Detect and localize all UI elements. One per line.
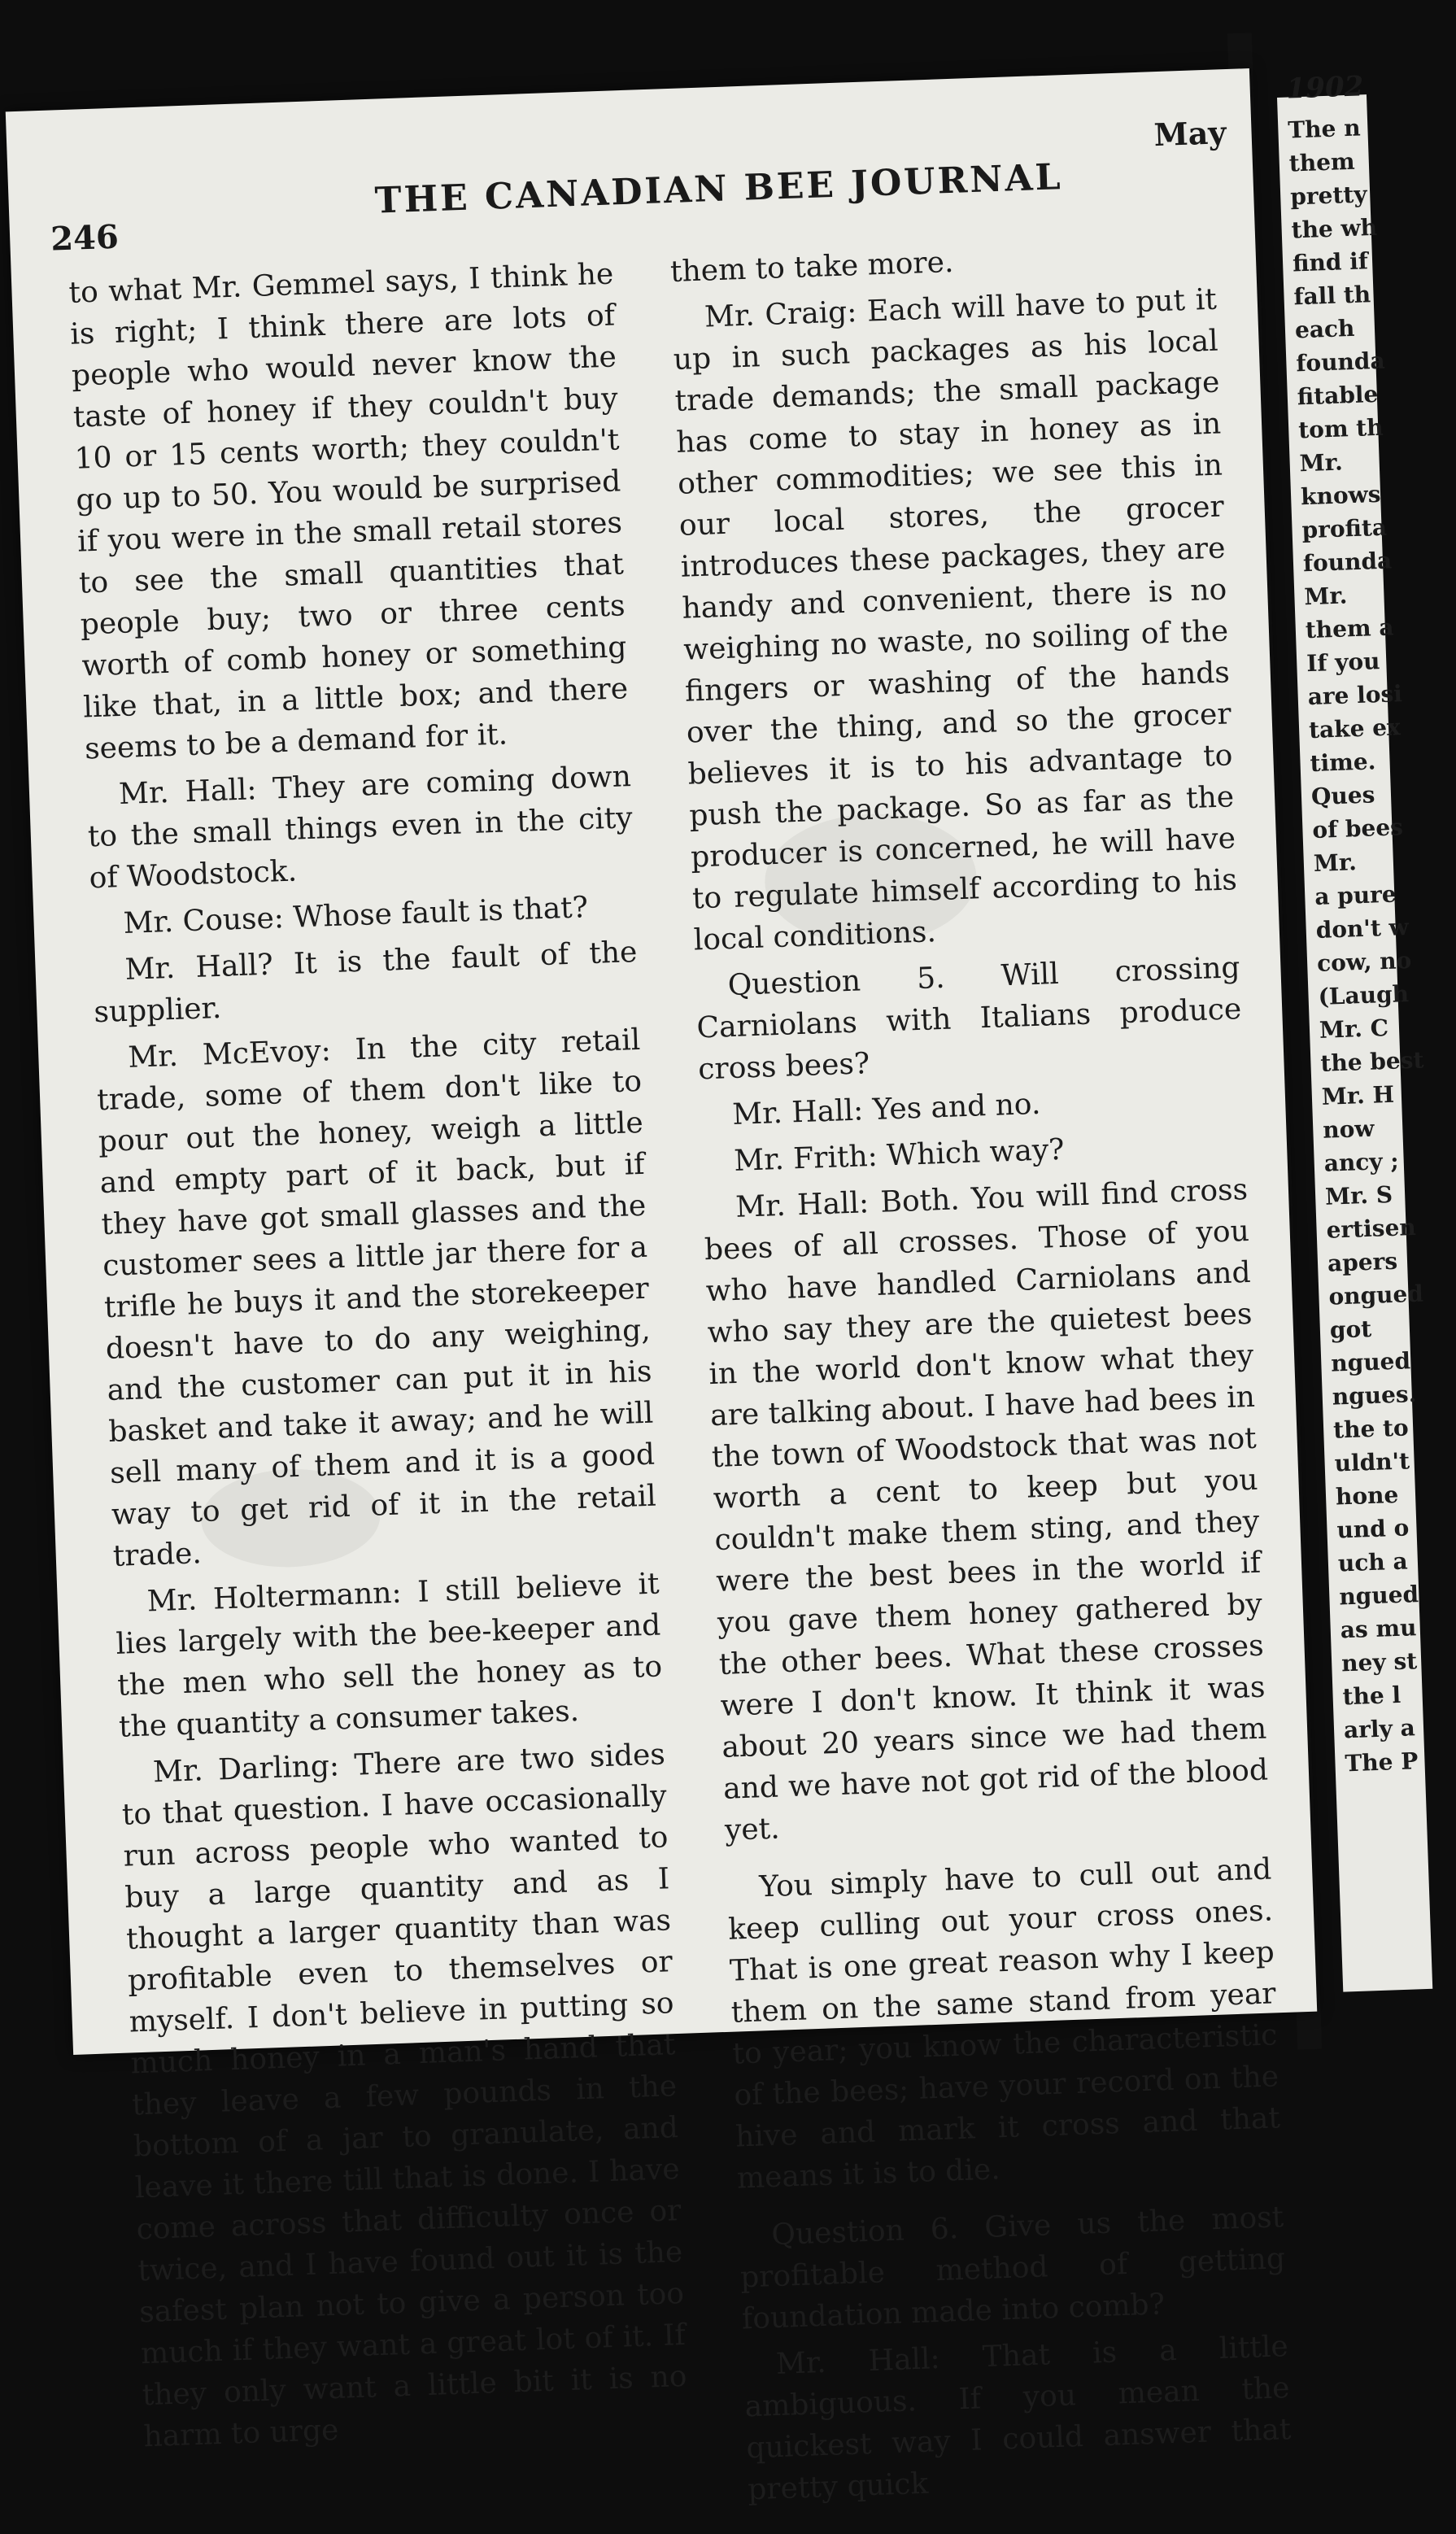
paragraph: Mr. Hall: That is a little ambiguous. If you mean the quickest way I could answer that pretty quick xyxy=(744,2330,1292,2507)
adjacent-page-line: take ex xyxy=(1308,713,1402,744)
paragraph: Mr. Hall: They are coming down to the small things even in the city of Woodstock. xyxy=(87,760,634,896)
journal-page xyxy=(6,68,1317,2507)
paragraph: You simply have to cull out and keep culling out your cross ones. That is one great reason why I keep them on the same stand from year to year; you know the characteristic of the bees; have your record on the hive and mark it cross and that means it is to die. xyxy=(727,1852,1281,2196)
adjacent-page-line: uch a xyxy=(1337,1547,1409,1577)
adjacent-page-line: (Laugh xyxy=(1318,980,1410,1010)
adjacent-page-line: now xyxy=(1322,1114,1375,1144)
adjacent-page-line: of bees xyxy=(1311,813,1404,844)
adjacent-page-line: each xyxy=(1294,314,1355,344)
article-body xyxy=(68,233,1292,2507)
paragraph: to what Mr. Gemmel says, I think he is right; I think there are lots of people who would never know the taste of honey if they couldn't buy 10 or 15 cents worth; they couldn't go up to 50. You would be surprised if you were in the small retail stores to see the small quantities that people buy; two or three cents worth of comb honey or something like that, in a little box; and there seems to be a demand for it. xyxy=(68,257,629,766)
adjacent-page-line: find if xyxy=(1292,247,1369,277)
adjacent-page-line: fitable xyxy=(1297,380,1379,411)
paragraph: Mr. Frith: Which way? xyxy=(733,1132,1066,1178)
adjacent-page-line: are losi xyxy=(1307,680,1403,711)
paragraph: Question 5. Will crossing Carniolans with Italians produce cross bees? xyxy=(695,951,1242,1087)
adjacent-page-line: don't w xyxy=(1315,913,1410,944)
adjacent-page-line: Mr. S xyxy=(1324,1180,1393,1210)
adjacent-page-line: a pure xyxy=(1314,880,1397,910)
adjacent-page-line: Mr. xyxy=(1299,448,1344,478)
adjacent-page-line: the l xyxy=(1342,1681,1402,1711)
right-column xyxy=(669,233,1292,2507)
paragraph: them to take more. xyxy=(669,245,955,290)
adjacent-page-line: the wh xyxy=(1291,213,1378,244)
paragraph: Mr. McEvoy: In the city retail trade, some of them don't like to pour out the honey, weigh a little and empty part of it back, but if they have got small glasses and the customer sees a little jar there for a trifle he buys it and the storekeeper doesn't have to do any weighing, and the customer can put it in his basket and take it away; and he will sell many of them and it is a good way to get rid of it in the retail trade. xyxy=(96,1023,657,1573)
issue-month: May xyxy=(1153,114,1227,154)
page-number: 246 xyxy=(50,217,120,259)
paragraph: Mr. Hall? It is the fault of the supplier. xyxy=(93,935,639,1030)
adjacent-page-line: the best xyxy=(1319,1046,1424,1077)
adjacent-page-line: ongued xyxy=(1327,1280,1424,1311)
adjacent-page-line: The P xyxy=(1344,1747,1419,1777)
adjacent-page-line: ngued xyxy=(1338,1581,1419,1611)
adjacent-page-year: 1902 xyxy=(1285,70,1364,106)
adjacent-page-line: knows xyxy=(1300,480,1381,511)
adjacent-page-line: Mr. xyxy=(1303,582,1348,611)
adjacent-page-line: the to xyxy=(1332,1414,1410,1444)
adjacent-page-line: them a xyxy=(1305,613,1395,644)
adjacent-page-line: founda xyxy=(1302,547,1393,578)
paragraph: Mr. Craig: Each will have to put it up in such packages as his local trade demands; the small package has come to stay in honey as in other commodities; we see this in our local stores, the grocer introduces these packages, they are handy and convenient, there is no weighing no waste, no soiling of the fingers or washing of the hands over the thing, and so the grocer believes it is to his advantage to push the package. So as far as the producer is concerned, he will have to regulate himself according to his local conditions. xyxy=(673,282,1238,957)
adjacent-page-line: arly a xyxy=(1343,1714,1416,1744)
adjacent-page-line: founda xyxy=(1295,347,1386,377)
paragraph: Mr. Holtermann: I still believe it lies largely with the bee-keeper and the men who sell the honey as to the quantity a consumer takes. xyxy=(115,1567,663,1744)
adjacent-page-line: ancy ; xyxy=(1323,1147,1400,1177)
adjacent-page-line: ertisen xyxy=(1326,1213,1417,1244)
paragraph: Mr. Darling: There are two sides to that question. I have occasionally run across people who wanted to buy a large quantity and as I thought a larger quantity than was profitable even to themselves or myself. I don't believe in putting so much honey in a man's hand that they leave a few pounds in the bottom of a jar to granulate, and leave it there till that is done. I have come across that difficulty once or twice, and I have found out it is the safest plan not to give a person too much if they want a great lot of it. If they only want a little bit it is no harm to urge xyxy=(121,1738,688,2454)
adjacent-page-line: If you xyxy=(1306,648,1381,678)
paragraph: Mr. Couse: Whose fault is that? xyxy=(122,891,589,940)
adjacent-page-line: apers xyxy=(1327,1247,1398,1277)
adjacent-page-line: Ques xyxy=(1310,781,1375,811)
adjacent-page-line: hone xyxy=(1335,1481,1399,1511)
adjacent-page-line: got xyxy=(1329,1315,1372,1344)
adjacent-page-text xyxy=(1288,111,1427,1780)
paragraph: Question 6. Give us the most profitable method of getting foundation made into comb? xyxy=(739,2200,1286,2336)
adjacent-page-line: profita xyxy=(1301,513,1388,544)
adjacent-page-line: Mr. C xyxy=(1319,1014,1389,1044)
adjacent-page-line: Mr. H xyxy=(1321,1080,1395,1110)
journal-title: THE CANADIAN BEE JOURNAL xyxy=(373,156,1064,222)
adjacent-page-line: them xyxy=(1288,147,1356,177)
adjacent-page-line: tom th xyxy=(1297,413,1384,444)
adjacent-page-line: cow, no xyxy=(1316,946,1412,977)
adjacent-page-line: fall th xyxy=(1293,281,1371,311)
adjacent-page-line: ngues. xyxy=(1332,1380,1417,1411)
page-header xyxy=(6,68,1253,259)
adjacent-page-line: as mu xyxy=(1340,1614,1417,1644)
adjacent-page-line: uldn't xyxy=(1334,1447,1410,1477)
adjacent-page-line: pretty xyxy=(1289,181,1368,211)
adjacent-page-line: und o xyxy=(1336,1514,1410,1544)
adjacent-page-line: The n xyxy=(1287,114,1362,144)
left-column xyxy=(68,253,688,2454)
paragraph: Mr. Hall: Both. You will find cross bees of all crosses. Those of you who have handled Carniolans and who say they are the quietest bees in the world don't know what they are talking about. I have had bees in the town of Woodstock that was not worth a cent to keep but you couldn't make them sting, and they were the best bees in the world if you gave them honey gathered by the other bees. What these crosses were I don't know. It think it was about 20 years since we had them and we have not got rid of the blood yet. xyxy=(704,1172,1269,1847)
adjacent-page-line: time. xyxy=(1310,748,1376,778)
paragraph: Mr. Hall: Yes and no. xyxy=(731,1087,1041,1132)
adjacent-page-line: Mr. xyxy=(1313,848,1358,877)
adjacent-page-line: ngued xyxy=(1330,1347,1411,1377)
adjacent-page-line: ney st xyxy=(1340,1647,1418,1677)
